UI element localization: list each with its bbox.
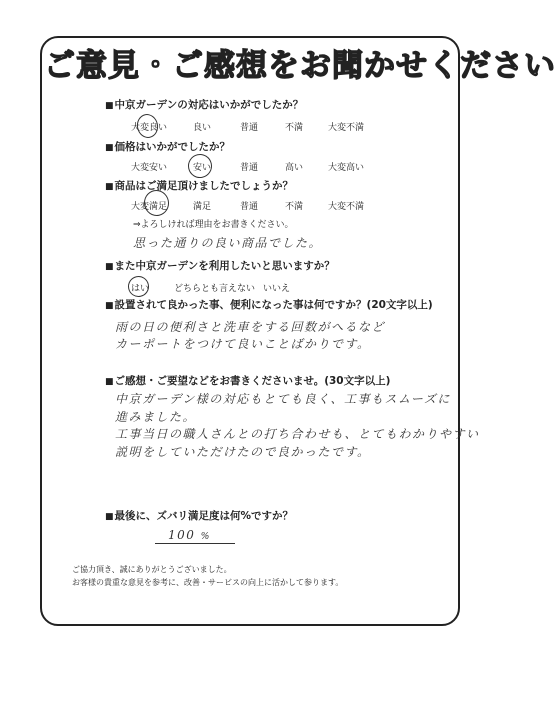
option-dissatisfied[interactable]: 不満 [285, 202, 304, 212]
percent-sign: % [200, 532, 211, 542]
page-title: ご意見・ご感想をお聞かせください [44, 48, 556, 84]
bullet-square: ■ [105, 143, 114, 153]
question-benefits [105, 297, 433, 312]
bullet-square: ■ [105, 512, 114, 522]
satisfaction-number: 100 [168, 528, 196, 542]
footer-thanks: ご協力頂き、誠にありがとうございました。 [72, 565, 232, 574]
question-label: 価格はいかがでしたか？ [114, 141, 231, 153]
handwritten-benefits-line2: カーポートをつけて良いことばかりです。 [115, 337, 371, 351]
option-very-dissatisfied[interactable]: 大変不満 [328, 202, 365, 212]
option-very-dissatisfied[interactable]: 大変不満 [328, 123, 365, 133]
question-label: また中京ガーデンを利用したいと思いますか？ [114, 260, 335, 272]
bullet-square: ■ [105, 301, 114, 311]
reason-prompt: ⇒よろしければ理由をお書きください。 [133, 220, 294, 230]
option-very-expensive[interactable]: 大変高い [328, 163, 365, 173]
option-very-satisfied[interactable]: 大変満足 [131, 202, 168, 212]
bullet-square: ■ [105, 377, 114, 387]
question-label: 最後に、ズバリ満足度は何%ですか？ [114, 510, 294, 522]
option-no[interactable]: いいえ [263, 284, 291, 294]
handwritten-satisfaction-value [168, 528, 211, 542]
question-label: ご感想・ご要望などをお書きくださいませ。(30文字以上) [114, 375, 391, 387]
question-label: 中京ガーデンの対応はいかがでしたか？ [114, 99, 304, 111]
option-expensive[interactable]: 高い [285, 163, 304, 173]
option-very-good[interactable]: 大変良い [131, 123, 168, 133]
bullet-square: ■ [105, 101, 114, 111]
bullet-square: ■ [105, 182, 114, 192]
handwritten-reason: 思った通りの良い商品でした。 [133, 236, 323, 250]
option-normal[interactable]: 普通 [240, 202, 259, 212]
handwritten-comments-line2: 進みました。 [115, 410, 197, 424]
option-normal[interactable]: 普通 [240, 163, 259, 173]
question-satisfaction [105, 508, 293, 523]
option-neutral[interactable]: どちらとも言えない [174, 284, 256, 294]
handwritten-comments-line4: 説明をしていただけたので良かったです。 [115, 445, 371, 459]
question-product [105, 178, 293, 193]
handwritten-comments-line1: 中京ガーデン様の対応もとても良く、工事もスムーズに [115, 392, 451, 406]
option-good[interactable]: 良い [193, 123, 212, 133]
option-yes[interactable]: はい [131, 284, 150, 294]
question-price [105, 139, 230, 154]
option-satisfied[interactable]: 満足 [193, 202, 212, 212]
handwritten-comments-line3: 工事当日の職人さんとの打ち合わせも、とてもわかりやすい [115, 427, 480, 441]
bullet-square: ■ [105, 262, 114, 272]
option-very-cheap[interactable]: 大変安い [131, 163, 168, 173]
question-comments [105, 373, 390, 388]
answer-underline [155, 543, 235, 544]
handwritten-benefits-line1: 雨の日の便利さと洗車をする回数がへるなど [115, 320, 386, 334]
footer-message: お客様の貴重な意見を参考に、改善・サービスの向上に活かして参ります。 [72, 578, 344, 587]
question-service [105, 97, 303, 112]
question-reuse [105, 258, 335, 273]
option-dissatisfied[interactable]: 不満 [285, 123, 304, 133]
question-label: 商品はご満足頂けましたでしょうか？ [114, 180, 294, 192]
option-cheap[interactable]: 安い [193, 163, 212, 173]
question-label: 設置されて良かった事、便利になった事は何ですか？(20文字以上) [114, 299, 433, 311]
option-normal[interactable]: 普通 [240, 123, 259, 133]
